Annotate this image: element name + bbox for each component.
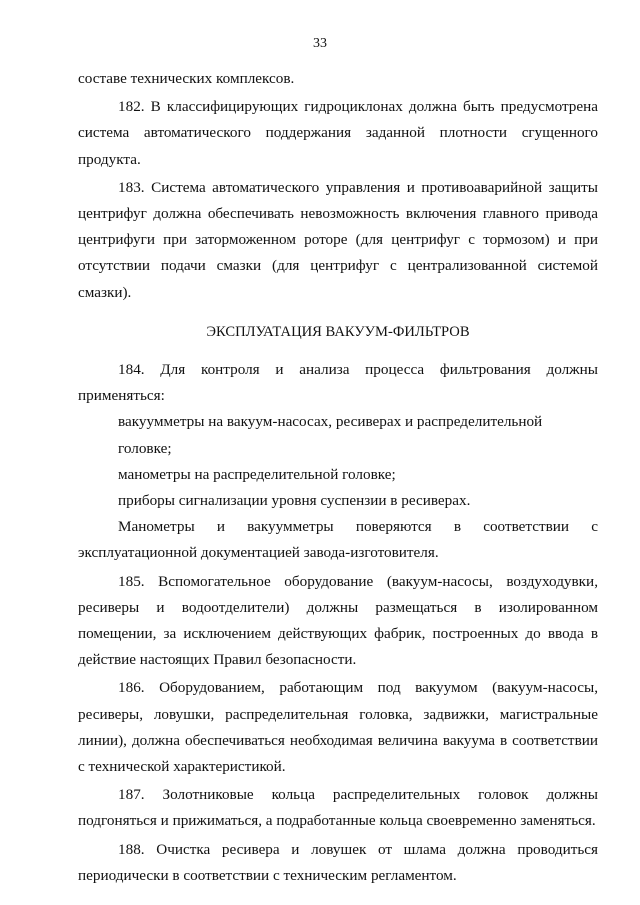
page-number: 33 (313, 36, 327, 51)
paragraph-continuation: составе технических комплексов. (78, 70, 295, 87)
list-item: приборы сигнализации уровня суспензии в ресиверах. (118, 492, 471, 510)
paragraph-185: 185. Вспомогательное оборудование (вакуум-насосы, воздуходувки, ресиверы и водоотделители) должны размещаться в изолированном помещении, за исключением действующих фабрик, построенных до ввода в действие настоящих Правил безопасности. (78, 572, 598, 669)
paragraph-187: 187. Золотниковые кольца распределительных головок должны подгоняться и прижиматься, а подработанные кольца своевременно заменяться. (78, 786, 598, 830)
paragraph-182: 182. В классифицирующих гидроциклонах должна быть предусмотрена система автоматического поддержания заданной плотности сгущенного продукта. (78, 98, 598, 168)
paragraph-186: 186. Оборудованием, работающим под вакуумом (вакуум-насосы, ресиверы, ловушки, распределительная головка, задвижки, магистральные линии), должна обеспечиваться необходимая величина вакуума в соответствии с технической характеристикой. (78, 679, 598, 776)
section-heading: ЭКСПЛУАТАЦИЯ ВАКУУМ-ФИЛЬТРОВ (206, 323, 470, 340)
list-item: манометры на распределительной головке; (118, 465, 396, 483)
paragraph-184-note: Манометры и вакуумметры поверяются в соответствии с эксплуатационной документацией завода-изготовителя. (78, 518, 598, 562)
list-item: вакуумметры на вакуум-насосах, ресиверах и распределительной головке; (118, 413, 543, 457)
paragraph-188: 188. Очистка ресивера и ловушек от шлама должна проводиться периодически в соответствии с техническим регламентом. (78, 840, 598, 884)
document-body (78, 66, 598, 889)
paragraph-183: 183. Система автоматического управления и противоаварийной защиты центрифуг должна обеспечивать невозможность включения главного привода центрифуги при заторможенном роторе (для центрифуг с тормозом) и при отсутствии подачи смазки (для центрифуг с централизованной системой смазки). (78, 178, 598, 301)
paragraph-184: 184. Для контроля и анализа процесса фильтрования должны применяться: (78, 361, 598, 405)
